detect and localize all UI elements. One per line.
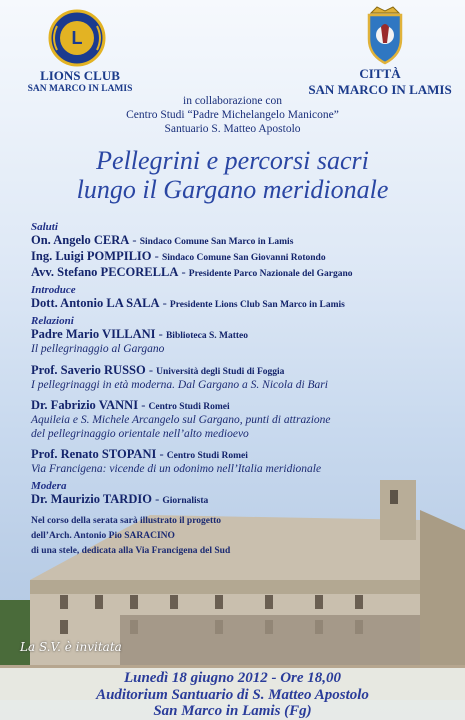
saluti-row-3 — [31, 265, 461, 281]
org-left-line1: LIONS CLUB — [40, 68, 120, 83]
collaboration-block — [0, 94, 465, 136]
svg-text:L: L — [71, 28, 83, 48]
collab-line2: Centro Studi “Padre Michelangelo Manicone” — [126, 109, 339, 121]
section-saluti-label: Saluti — [31, 221, 58, 233]
section-relazioni-label: Relazioni — [31, 315, 74, 327]
section-modera-label: Modera — [31, 479, 67, 492]
speaker-role: Presidente Lions Club San Marco in Lamis — [169, 300, 345, 310]
modera-row — [31, 492, 461, 508]
speaker-role: Biblioteca S. Matteo — [165, 331, 249, 341]
saluti-row-2 — [31, 249, 461, 265]
event-details-footer — [0, 668, 465, 720]
separator: - — [151, 491, 163, 506]
note-line2: dell’Arch. Antonio Pio SARACINO — [31, 530, 175, 541]
talk-title: I pellegrinaggi in età moderna. Dal Gargano a S. Nicola di Bari — [31, 378, 328, 391]
speaker-name: Dr. Fabrizio VANNI — [31, 398, 139, 412]
speaker-name: Dr. Maurizio TARDIO — [31, 491, 152, 506]
footer-city: San Marco in Lamis (Fg) — [153, 703, 312, 719]
org-right-line2: SAN MARCO IN LAMIS — [308, 82, 452, 97]
program-list — [31, 218, 461, 559]
separator: - — [155, 327, 166, 341]
talk-title: Il pellegrinaggio al Gargano — [31, 343, 165, 355]
invitation-signature: La S.V. è invitata — [20, 640, 122, 654]
separator: - — [159, 296, 170, 310]
speaker-role: Sindaco Comune San Marco in Lamis — [139, 237, 294, 247]
speaker-role: Centro Studi Romei — [166, 451, 248, 461]
title-line1: Pellegrini e percorsi sacri — [96, 146, 369, 175]
separator: - — [156, 447, 167, 461]
separator: - — [129, 233, 140, 247]
event-title — [0, 146, 465, 204]
lions-club-logo — [47, 8, 107, 68]
relazione-row-2 — [31, 363, 461, 379]
speaker-name: Dott. Antonio LA SALA — [31, 296, 160, 310]
separator: - — [151, 249, 162, 263]
section-introduce-label: Introduce — [31, 284, 76, 296]
speaker-name: Prof. Saverio RUSSO — [31, 362, 146, 377]
separator: - — [138, 398, 149, 412]
city-coat-of-arms-icon — [355, 5, 415, 65]
relazione-row-4 — [31, 447, 461, 463]
org-lions-club — [10, 68, 150, 94]
note-line3: di una stele, dedicata alla Via Francigena del Sud — [31, 545, 231, 556]
talk-title-continued: del pellegrinaggio orientale nell’alto medioevo — [31, 427, 249, 440]
note-line1: Nel corso della serata sarà illustrato il progetto — [31, 515, 222, 526]
title-line2: lungo il Gargano meridionale — [76, 175, 389, 204]
footer-venue: Auditorium Santuario di S. Matteo Apostolo — [96, 686, 369, 703]
saluti-row-1 — [31, 233, 461, 249]
speaker-role: Università degli Studi di Foggia — [156, 366, 285, 377]
speaker-name: Padre Mario VILLANI — [31, 327, 156, 341]
collab-line3: Santuario S. Matteo Apostolo — [164, 123, 301, 135]
org-left-line2: SAN MARCO IN LAMIS — [27, 84, 133, 94]
relazione-row-3 — [31, 398, 461, 414]
collab-line1: in collaborazione con — [183, 95, 282, 107]
speaker-name: Prof. Renato STOPANI — [31, 447, 157, 461]
footer-date: Lunedì 18 giugno 2012 - Ore 18,00 — [123, 670, 342, 686]
talk-title: Aquileia e S. Michele Arcangelo sul Gargano, punti di attrazione — [31, 414, 331, 426]
relazione-row-1 — [31, 327, 461, 343]
talk-title: Via Francigena: vicende di un odonimo nell’Italia meridionale — [31, 463, 322, 475]
speaker-role: Presidente Parco Nazionale del Gargano — [188, 269, 353, 279]
introduce-row — [31, 296, 461, 312]
separator: - — [145, 362, 157, 377]
speaker-name: On. Angelo CERA — [31, 233, 130, 247]
speaker-role: Giornalista — [162, 495, 209, 506]
speaker-name: Ing. Luigi POMPILIO — [31, 249, 152, 263]
speaker-name: Avv. Stefano PECORELLA — [31, 265, 179, 279]
separator: - — [178, 265, 189, 279]
speaker-role: Sindaco Comune San Giovanni Rotondo — [161, 253, 326, 263]
speaker-role: Centro Studi Romei — [148, 402, 230, 412]
org-right-line1: CITTÀ — [359, 66, 401, 81]
project-note — [31, 514, 461, 559]
